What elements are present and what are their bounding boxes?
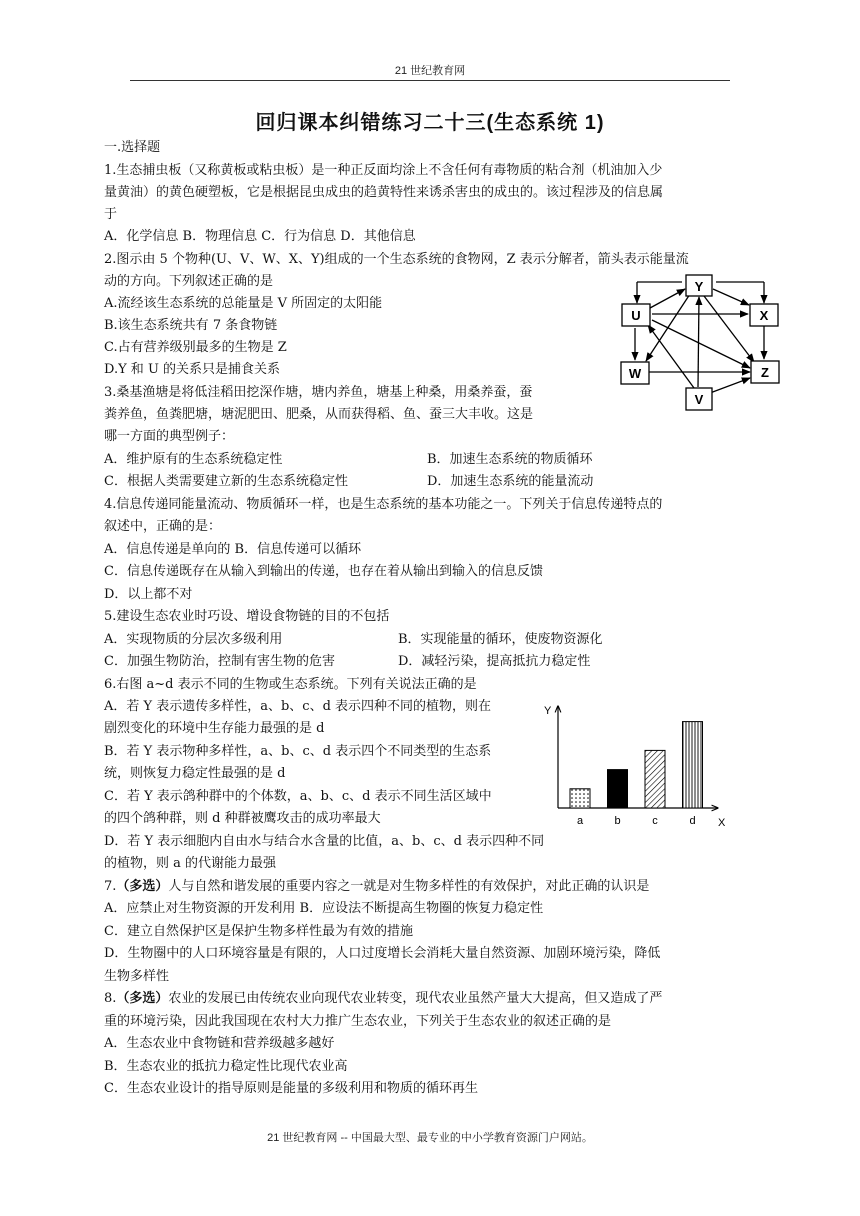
bar-d xyxy=(683,722,703,808)
q6-option-b-1: B．若 Y 表示物种多样性，a、b、c、d 表示四个不同类型的生态系 xyxy=(104,744,492,759)
arrow-y-z xyxy=(704,296,754,362)
q8-line-2: 重的环境污染，因此我国现在农村大力推广生态农业，下列关于生态农业的叙述正确的是 xyxy=(104,1014,612,1029)
q5-option-d: D．减轻污染，提高抵抗力稳定性 xyxy=(398,654,591,669)
q7-option-c: C．建立自然保护区是保护生物多样性最为有效的措施 xyxy=(104,924,413,939)
q8-line-1 xyxy=(104,990,662,1008)
tick-label-a: a xyxy=(576,815,584,827)
q2-option-d: D.Y 和 U 的关系只是捕食关系 xyxy=(104,362,281,377)
q6-option-c-2: 的四个鸽种群，则 d 种群被鹰攻击的成功率最大 xyxy=(104,811,381,826)
node-u: U xyxy=(631,308,641,323)
q4-options-ab: A．信息传递是单向的 B．信息传递可以循环 xyxy=(104,542,362,557)
q7-option-d-1: D．生物圈中的人口环境容量是有限的，人口过度增长会消耗大量自然资源、加剧环境污染，降低 xyxy=(104,946,661,961)
arrow-u-y xyxy=(650,289,685,308)
q2-option-b: B.该生态系统共有 7 条食物链 xyxy=(104,318,278,333)
q6-option-d-1: D．若 Y 表示细胞内自由水与结合水含量的比值，a、b、c、d 表示四种不同 xyxy=(104,834,545,849)
q8-number: 8. xyxy=(104,991,117,1006)
food-web-diagram xyxy=(612,272,792,414)
arrow-v-z xyxy=(710,378,750,393)
q2-line-1: 2.图示由 5 个物种(U、V、W、X、Y)组成的一个生态系统的食物网，Z 表示分解者，箭头表示能量流 xyxy=(104,252,689,267)
q4-line-1: 4.信息传递同能量流动、物质循环一样，也是生态系统的基本功能之一。下列关于信息传递特点的 xyxy=(104,497,663,512)
bar-c xyxy=(645,750,665,808)
node-x: X xyxy=(759,308,769,323)
q1-options: A．化学信息 B．物理信息 C．行为信息 D．其他信息 xyxy=(104,229,416,244)
x-axis-label: X xyxy=(718,817,726,829)
q3-option-a: A．维护原有的生态系统稳定性 xyxy=(104,452,283,467)
bar-chart xyxy=(538,700,734,834)
node-w: W xyxy=(628,366,642,381)
q2-option-a: A.流经该生态系统的总能量是 V 所固定的太阳能 xyxy=(104,296,383,311)
q5-line-1: 5.建设生态农业时巧设、增设食物链的目的不包括 xyxy=(104,609,390,624)
q3-option-d: D．加速生态系统的能量流动 xyxy=(427,474,594,489)
q4-option-d: D．以上都不对 xyxy=(104,587,193,602)
arrow-y-w xyxy=(646,294,690,361)
tick-label-d: d xyxy=(689,815,696,827)
node-v: V xyxy=(694,392,704,407)
q4-option-c: C．信息传递既存在从输入到输出的传递，也存在着从输出到输入的信息反馈 xyxy=(104,564,543,579)
arrow-v-y xyxy=(698,297,699,387)
q5-option-a: A．实现物质的分层次多级利用 xyxy=(104,632,283,647)
q7-line-1 xyxy=(104,878,649,896)
arrow-u-z xyxy=(652,320,750,368)
node-y: Y xyxy=(694,279,704,294)
q8-stem: 农业的发展已由传统农业向现代农业转变，现代农业虽然产量大大提高，但又造成了严 xyxy=(168,991,663,1006)
page-header: 21 世纪教育网 xyxy=(394,65,466,77)
q3-option-b: B．加速生态系统的物质循环 xyxy=(427,452,593,467)
q3-line-3: 哪一方面的典型例子： xyxy=(104,429,235,444)
q8-multi-tag: （多选） xyxy=(116,991,169,1006)
q6-option-b-2: 统，则恢复力稳定性最强的是 d xyxy=(104,766,286,781)
node-z: Z xyxy=(761,365,769,380)
q6-option-d-2: 的植物，则 a 的代谢能力最强 xyxy=(104,856,277,871)
q5-option-b: B．实现能量的循环，使废物资源化 xyxy=(398,632,603,647)
section-heading: 一.选择题 xyxy=(104,140,161,155)
q3-line-1: 3.桑基渔塘是将低洼稻田挖深作塘，塘内养鱼，塘基上种桑，用桑养蚕，蚕 xyxy=(104,385,533,400)
q3-line-2: 粪养鱼，鱼粪肥塘，塘泥肥田、肥桑，从而获得稻、鱼、蚕三大丰收。这是 xyxy=(104,407,534,422)
q5-option-c: C．加强生物防治，控制有害生物的危害 xyxy=(104,654,335,669)
q8-option-b: B．生态农业的抵抗力稳定性比现代农业高 xyxy=(104,1059,348,1074)
q2-option-c: C.占有营养级别最多的生物是 Z xyxy=(104,340,287,355)
arrow-v-u xyxy=(648,325,694,388)
q7-stem: 人与自然和谐发展的重要内容之一就是对生物多样性的有效保护，对此正确的认识是 xyxy=(168,879,650,894)
q1-line-1: 1.生态捕虫板（又称黄板或粘虫板）是一种正反面均涂上不含任何有毒物质的粘合剂（机油加入少 xyxy=(104,163,663,178)
q6-line-1: 6.右图 a~d 表示不同的生物或生态系统。下列有关说法正确的是 xyxy=(104,677,477,692)
q7-number: 7. xyxy=(104,879,117,894)
q1-line-2: 量黄油）的黄色硬塑板，它是根据昆虫成虫的趋黄特性来诱杀害虫的成虫的。该过程涉及的信息属 xyxy=(104,185,664,200)
page-footer: 21 世纪教育网 -- 中国最大型、最专业的中小学教育资源门户网站。 xyxy=(267,1132,593,1144)
bar-b xyxy=(608,770,628,808)
q7-multi-tag: （多选） xyxy=(116,879,169,894)
q8-option-a: A．生态农业中食物链和营养级越多越好 xyxy=(104,1036,335,1051)
q3-option-c: C．根据人类需要建立新的生态系统稳定性 xyxy=(104,474,348,489)
q6-option-a-1: A．若 Y 表示遗传多样性，a、b、c、d 表示四种不同的植物，则在 xyxy=(104,699,492,714)
q1-line-3: 于 xyxy=(104,207,118,222)
y-axis-label: Y xyxy=(544,705,552,717)
q7-options-ab: A．应禁止对生物资源的开发利用 B．应设法不断提高生物圈的恢复力稳定性 xyxy=(104,901,544,916)
arrow-y-x xyxy=(713,289,749,305)
header-rule xyxy=(130,80,730,81)
q7-option-d-2: 生物多样性 xyxy=(104,969,170,984)
q6-option-c-1: C．若 Y 表示鸽种群中的个体数，a、b、c、d 表示不同生活区域中 xyxy=(104,789,492,804)
tick-label-c: c xyxy=(652,815,658,827)
tick-label-b: b xyxy=(614,815,621,827)
q4-line-2: 叙述中，正确的是： xyxy=(104,519,222,534)
q2-line-2: 动的方向。下列叙述正确的是 xyxy=(104,274,274,289)
bar-a xyxy=(570,789,590,808)
q8-option-c: C．生态农业设计的指导原则是能量的多级利用和物质的循环再生 xyxy=(104,1081,478,1096)
q6-option-a-2: 剧烈变化的环境中生存能力最强的是 d xyxy=(104,721,325,736)
page-title: 回归课本纠错练习二十三(生态系统 1) xyxy=(255,112,605,134)
